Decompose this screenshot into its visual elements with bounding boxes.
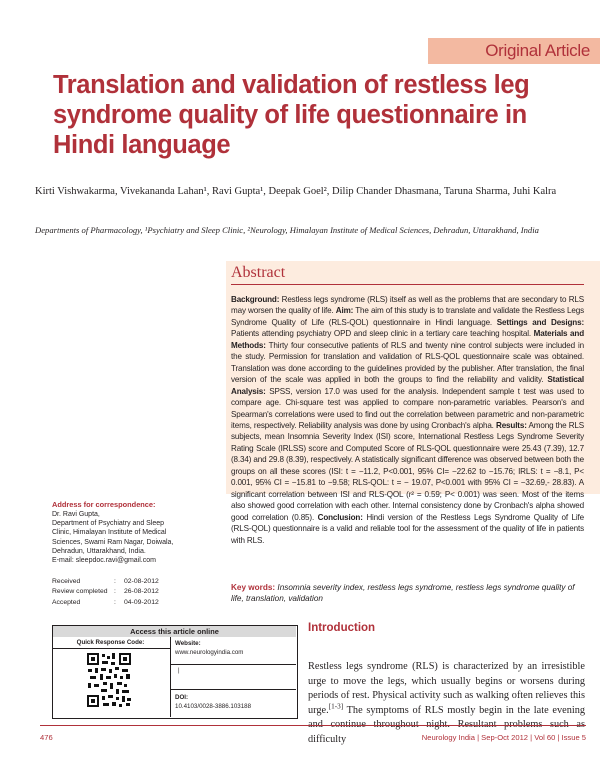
website-label: Website: [175, 640, 201, 647]
correspondence-line: Department of Psychiatry and Sleep [52, 520, 165, 528]
doi-value[interactable]: 10.4103/0028-3886.103188 [175, 703, 252, 711]
date-label: Received [52, 578, 81, 585]
aim-label: Aim: [335, 306, 354, 316]
stats-label: Statistical Analysis: [231, 375, 584, 396]
correspondence-line: Clinic, Himalayan Institute of Medical [52, 529, 167, 537]
date-sep: : [114, 588, 116, 596]
results-text: Among the RLS subjects, mean Insomnia Severity Index (ISI) score, International Restless Legs Syndrome Severity Rating Scale (IRLSS) score and Computed Score of RLS-QOL questionnaire were 25.43 (7.39), 12.7 (8.34) and 29.8 (8.39), respectively. A statistically significant difference was observed between both the groups on all these scores (ISI: t = −11.2, P<0.001, 95% CI= −22.62 to −15.76; IRLS: t = −8.1, P< 0.001, 95% CI = −15.81 to −9.58; RLS-QOL: t = − 19.07, P<0.001 with 95% CI = −32.69,- 28.83). A significant correlation between ISI and RLS-QOL (r² = 0.59; P< 0.001) was seen. Most of the items also showed good correlation with each other. Internal consistency done by Cronbach's alpha showed good correlation (0.85). [231, 420, 584, 522]
access-rule [170, 689, 296, 690]
keywords-text: Insomnia severity index, restless legs syndrome, restless legs syndrome quality of life, translation, validation [231, 583, 575, 603]
conclusion-label: Conclusion: [317, 512, 363, 522]
date-label: Review completed [52, 588, 108, 596]
stats-text: SPSS, version 17.0 was used for the analysis. Independent sample t test was used to compare age. Chi-square test was applied to compare non-parametric variables. Pearson's and Spearman's correlations were used to find out the correlation between parametric and non-parametric items, respectively. Reliability analysis was done by using Cronbach's alpha. [231, 386, 584, 430]
settings-label: Settings and Designs: [496, 317, 584, 327]
conclusion-text: Hindi version of the Restless Legs Syndrome Quality of Life (RLS-QOL) questionnaire is a valid and reliable tool for the assessment of the quality of life in patients with RLS. [231, 512, 584, 545]
qr-label: Quick Response Code: [76, 639, 145, 646]
article-type: Original Article [485, 41, 590, 60]
correspondence-line: Dehradun, Uttarakhand, India. [52, 547, 146, 555]
aim-text: The aim of this study is to translate and validate the Restless Legs Syndrome Quality of Life (RLS-QOL) questionnaire in Hindi language. [231, 306, 584, 327]
qr-label-rule [53, 648, 170, 649]
website-block [175, 640, 293, 657]
access-heading: Access this article online [53, 626, 296, 637]
date-row [52, 598, 222, 608]
journal-info: Neurology India | Sep-Oct 2012 | Vol 60 | Issue 5 [421, 733, 586, 742]
keywords [231, 582, 586, 604]
date-value: 26-08-2012 [124, 588, 159, 596]
correspondence-line: Dr. Ravi Gupta, [52, 511, 100, 518]
paper-title: Translation and validation of restless leg syndrome quality of life questionnaire in Hindi language [53, 71, 530, 159]
affiliations: Departments of Pharmacology, ¹Psychiatry and Sleep Clinic, ²Neurology, Himalayan Institute of Medical Sciences, Dehradun, Uttarakhand, India [35, 225, 539, 235]
date-value: 02-08-2012 [124, 578, 159, 585]
correspondence-address [52, 510, 214, 565]
methods-label: Materials and Methods: [231, 329, 585, 350]
intro-text-part: The symptoms of RLS mostly begin in the late evening and continue throughout night. Resultant problems such as difficulty [308, 704, 585, 745]
page-number: 476 [40, 733, 53, 742]
author-list: Kirti Vishwakarma, Vivekananda Lahan¹, Ravi Gupta¹, Deepak Goel², Dilip Chander Dhasmana, Taruna Sharma, Juhi Kalra [35, 186, 557, 197]
introduction-heading: Introduction [308, 622, 376, 634]
results-label: Results: [496, 420, 527, 430]
article-dates [52, 577, 222, 608]
correspondence-line: Sciences, Swami Ram Nagar, Doiwala, [52, 538, 174, 546]
citation[interactable]: [1-3] [328, 702, 344, 711]
qr-code-icon[interactable] [86, 652, 132, 708]
background-label: Background: [231, 295, 280, 304]
doi-label: DOI: [175, 694, 189, 701]
footer-rule [40, 725, 586, 726]
correspondence-heading: Address for correspondence: [52, 500, 156, 509]
access-rule [170, 664, 296, 665]
date-label: Accepted [52, 598, 81, 606]
access-pipe: | [178, 668, 180, 674]
keywords-label: Key words: [231, 583, 276, 592]
abstract-text [231, 294, 584, 546]
methods-text: Thirty four consecutive patients of RLS and twenty nine control subjects were included in the study. Permission for translation and validation of RLS-QOL questionnaire scale was obtained. Translation was done according to the guidelines provided by the publisher. After translation, the final version of the scale was applied in both the groups to find the reliability and validity. [231, 340, 584, 385]
date-value: 04-09-2012 [124, 598, 159, 606]
settings-text: Patients attending psychiatry OPD and sleep clinic in a tertiary care teaching hospital. [231, 329, 534, 339]
correspondence-email[interactable]: E-mail: sleepdoc.ravi@gmail.com [52, 557, 156, 565]
website-link[interactable]: www.neurologyindia.com [175, 648, 244, 656]
date-sep: : [114, 578, 116, 585]
doi-block [175, 693, 293, 711]
intro-text-part: Restless legs syndrome (RLS) is characterized by an irresistible urge to move the legs, which usually begins or worsens during periods of rest. Physical activity such as walking often relieves this urge. [308, 661, 585, 716]
abstract-heading: Abstract [231, 264, 286, 281]
date-row [52, 577, 222, 587]
abstract-rule [231, 284, 584, 285]
date-sep: : [114, 598, 116, 606]
access-divider [170, 637, 171, 717]
background-text: Restless legs syndrome (RLS) itself as well as the problems that are secondary to RLS may worsen the quality of life. [231, 295, 584, 316]
date-row [52, 587, 222, 597]
